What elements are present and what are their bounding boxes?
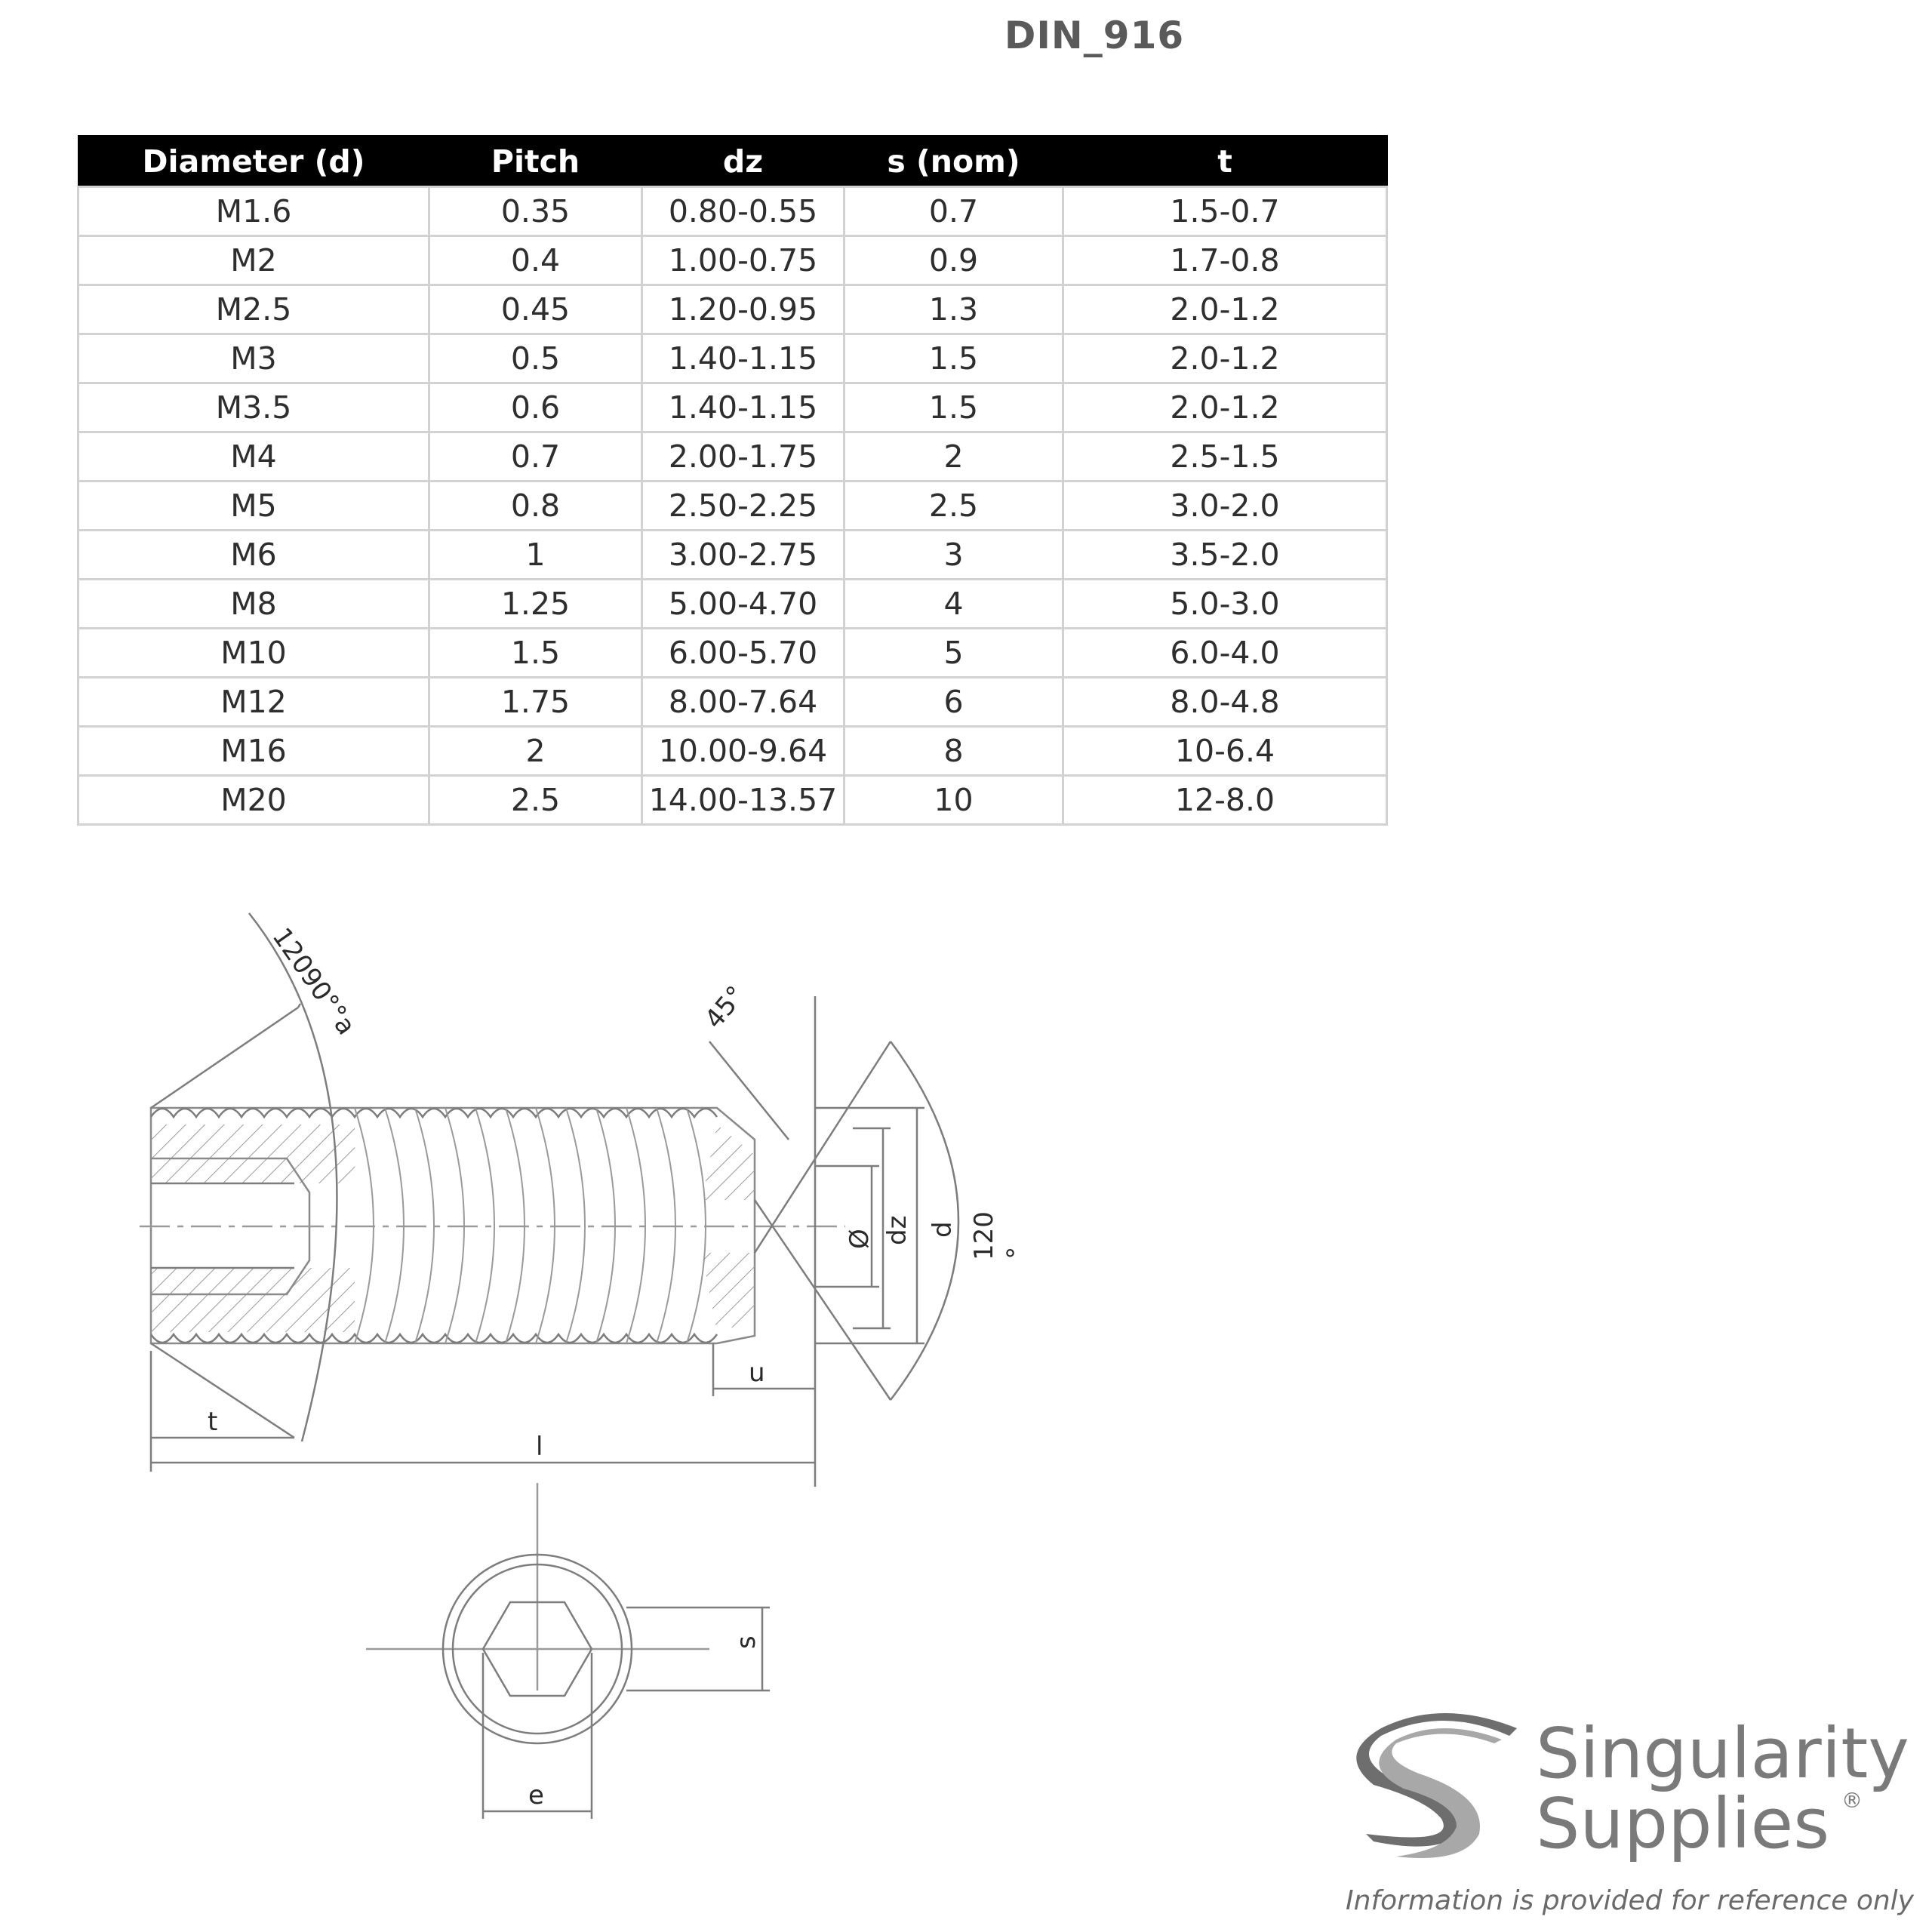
- table-cell: M2.5: [78, 285, 429, 334]
- brand-line1: Singularity: [1536, 1713, 1909, 1794]
- angle-label: 12090°°a: [266, 922, 361, 1041]
- table-cell: 1.7-0.8: [1063, 236, 1387, 285]
- table-cell: 0.7: [844, 187, 1063, 236]
- table-cell: 1.5: [844, 334, 1063, 383]
- table-cell: M2: [78, 236, 429, 285]
- table-cell: 1.5: [844, 383, 1063, 432]
- table-header-row: [78, 136, 1387, 187]
- l-label: l: [536, 1432, 543, 1462]
- table-cell: 6.00-5.70: [642, 629, 844, 678]
- table-cell: 2.0-1.2: [1063, 285, 1387, 334]
- table-cell: 6: [844, 678, 1063, 727]
- table-row: [78, 776, 1387, 825]
- table-cell: 1.00-0.75: [642, 236, 844, 285]
- table-cell: 14.00-13.57: [642, 776, 844, 825]
- table-row: [78, 629, 1387, 678]
- table-row: [78, 285, 1387, 334]
- table-cell: 3.00-2.75: [642, 531, 844, 580]
- table-cell: 2.5-1.5: [1063, 432, 1387, 481]
- s-label: s: [731, 1635, 761, 1649]
- technical-drawing: [0, 868, 1132, 1841]
- chamfer-label: 45°: [699, 980, 752, 1035]
- table-cell: M3: [78, 334, 429, 383]
- table-cell: 5: [844, 629, 1063, 678]
- table-cell: M16: [78, 727, 429, 776]
- table-cell: M3.5: [78, 383, 429, 432]
- table-cell: 1.3: [844, 285, 1063, 334]
- table-cell: 3.5-2.0: [1063, 531, 1387, 580]
- table-row: [78, 727, 1387, 776]
- table-row: [78, 580, 1387, 629]
- table-cell: 1.75: [429, 678, 642, 727]
- table-cell: 5.00-4.70: [642, 580, 844, 629]
- table-cell: M20: [78, 776, 429, 825]
- table-cell: 0.6: [429, 383, 642, 432]
- table-cell: M10: [78, 629, 429, 678]
- table-cell: 0.7: [429, 432, 642, 481]
- hatched-section-right-top: [702, 1124, 755, 1200]
- brand-logo: [1351, 1713, 1924, 1872]
- table-cell: 10: [844, 776, 1063, 825]
- e-label: e: [528, 1780, 544, 1811]
- table-cell: 1: [429, 531, 642, 580]
- table-cell: 8.0-4.8: [1063, 678, 1387, 727]
- degree-mark: °: [1004, 1244, 1017, 1275]
- t-label: t: [208, 1407, 218, 1437]
- table-cell: 10-6.4: [1063, 727, 1387, 776]
- table-row: [78, 432, 1387, 481]
- dz-label: dz: [882, 1215, 912, 1245]
- table-cell: 2: [844, 432, 1063, 481]
- table-cell: M5: [78, 481, 429, 531]
- table-cell: 2: [429, 727, 642, 776]
- table-cell: 6.0-4.0: [1063, 629, 1387, 678]
- table-cell: 12-8.0: [1063, 776, 1387, 825]
- table-cell: 0.80-0.55: [642, 187, 844, 236]
- table-cell: 10.00-9.64: [642, 727, 844, 776]
- table-cell: 0.35: [429, 187, 642, 236]
- table-row: [78, 531, 1387, 580]
- table-cell: M8: [78, 580, 429, 629]
- table-cell: 1.25: [429, 580, 642, 629]
- table-row: [78, 334, 1387, 383]
- table-cell: 2.50-2.25: [642, 481, 844, 531]
- table-cell: 1.20-0.95: [642, 285, 844, 334]
- hatched-section-left-bottom: [151, 1268, 355, 1332]
- table-cell: 8: [844, 727, 1063, 776]
- header-t: t: [1063, 136, 1387, 187]
- thread-crests-bottom: [151, 1334, 717, 1343]
- hatched-section-left-top: [151, 1124, 355, 1183]
- header-s-nom: s (nom): [844, 136, 1063, 187]
- table-cell: 5.0-3.0: [1063, 580, 1387, 629]
- spec-table: [77, 135, 1388, 826]
- table-cell: 0.8: [429, 481, 642, 531]
- page-title: DIN_916: [1004, 14, 1185, 57]
- table-row: [78, 383, 1387, 432]
- table-cell: M12: [78, 678, 429, 727]
- header-dz: dz: [642, 136, 844, 187]
- table-row: [78, 678, 1387, 727]
- header-pitch: Pitch: [429, 136, 642, 187]
- table-cell: 0.4: [429, 236, 642, 285]
- table-cell: 3: [844, 531, 1063, 580]
- table-cell: 0.9: [844, 236, 1063, 285]
- table-row: [78, 236, 1387, 285]
- hatched-section-right-bottom: [702, 1253, 755, 1332]
- table-cell: 1.5-0.7: [1063, 187, 1387, 236]
- table-cell: 3.0-2.0: [1063, 481, 1387, 531]
- table-row: [78, 481, 1387, 531]
- table-cell: 2.0-1.2: [1063, 334, 1387, 383]
- cone-angle-label: 120: [969, 1211, 999, 1260]
- table-cell: 4: [844, 580, 1063, 629]
- table-cell: M4: [78, 432, 429, 481]
- table-cell: 1.40-1.15: [642, 383, 844, 432]
- brand-line2: Supplies: [1536, 1783, 1830, 1864]
- table-cell: 2.5: [429, 776, 642, 825]
- table-cell: 2.00-1.75: [642, 432, 844, 481]
- table-cell: 1.5: [429, 629, 642, 678]
- d-label: d: [928, 1221, 958, 1238]
- header-diameter: Diameter (d): [78, 136, 429, 187]
- thread-crests-top: [151, 1109, 717, 1117]
- table-cell: 0.45: [429, 285, 642, 334]
- table-cell: 0.5: [429, 334, 642, 383]
- swoosh-s-icon: [1356, 1713, 1517, 1858]
- table-cell: M6: [78, 531, 429, 580]
- table-cell: 2.5: [844, 481, 1063, 531]
- diameter-symbol: Ø: [844, 1229, 875, 1249]
- u-label: u: [749, 1358, 765, 1388]
- table-cell: 1.40-1.15: [642, 334, 844, 383]
- table-cell: M1.6: [78, 187, 429, 236]
- disclaimer-text: Information is provided for reference only: [1346, 1885, 1914, 1916]
- registered-mark: ®: [1841, 1788, 1863, 1813]
- table-row: [78, 187, 1387, 236]
- table-cell: 8.00-7.64: [642, 678, 844, 727]
- table-cell: 2.0-1.2: [1063, 383, 1387, 432]
